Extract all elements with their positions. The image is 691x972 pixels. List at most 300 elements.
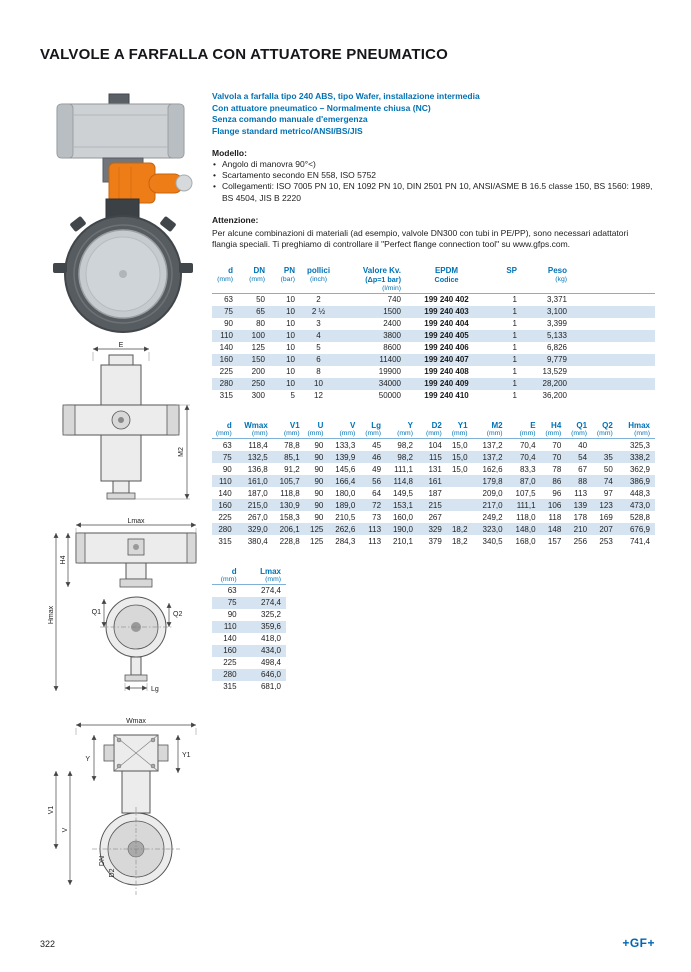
table-cell: 10 — [314, 379, 323, 389]
table-cell: 100 — [251, 331, 265, 341]
table-row — [212, 621, 286, 633]
table-cell — [572, 330, 655, 342]
table-cell: 106 — [547, 500, 562, 510]
table-row — [212, 499, 655, 511]
illustration-column — [40, 91, 206, 915]
column-header: D2 — [431, 421, 442, 431]
table-cell: 315 — [218, 536, 232, 546]
drawing-top-view — [46, 715, 201, 907]
column-unit: (mm) — [447, 430, 473, 439]
table-cell: 85,1 — [284, 452, 300, 462]
table-cell: 3,100 — [546, 307, 567, 317]
table-cell: 70 — [552, 440, 562, 450]
column-unit: (mm) — [242, 576, 286, 585]
table-cell: 10 — [286, 379, 295, 389]
table-cell: 1 — [512, 331, 517, 341]
attenzione-section — [212, 214, 655, 250]
table-cell: 199 240 402 — [424, 295, 469, 305]
table-cell: 35 — [603, 452, 613, 462]
table-row — [212, 330, 655, 342]
table-cell: 215,0 — [247, 500, 268, 510]
column-header: d — [231, 566, 237, 576]
table-cell: 11400 — [379, 355, 401, 365]
table-cell: 267,0 — [247, 512, 268, 522]
column-unit: (mm) — [386, 430, 418, 439]
table-cell: 111,1 — [516, 500, 536, 510]
column-header: Lg — [371, 421, 382, 431]
valve-photo — [43, 91, 203, 333]
column-unit2 — [270, 285, 300, 294]
table-cell: 162,6 — [482, 464, 503, 474]
table-cell: 676,9 — [629, 524, 650, 534]
table-row — [212, 451, 655, 463]
intro-line: Flange standard metrico/ANSI/BS/JIS — [212, 125, 363, 136]
table-cell: 217,0 — [482, 500, 503, 510]
table-cell — [447, 475, 473, 487]
dimensions-table — [212, 420, 655, 548]
column-unit: (mm) — [508, 430, 541, 439]
column-unit2 — [522, 285, 572, 294]
table-cell: 34000 — [378, 379, 401, 389]
table-cell: 118,8 — [280, 488, 300, 498]
table-cell: 118,4 — [248, 440, 268, 450]
dimension-label: Y1 — [181, 752, 191, 759]
table-cell: 323,0 — [482, 524, 503, 534]
table-cell: 160,0 — [392, 512, 413, 522]
table-cell: 90 — [314, 500, 324, 510]
table-cell: 256 — [573, 536, 588, 546]
table-cell: 1 — [512, 319, 517, 329]
column-unit: (inch) — [310, 275, 327, 283]
table-cell: 160 — [223, 646, 237, 656]
intro-block — [212, 91, 655, 137]
dimension-label: Hmax — [47, 605, 55, 625]
column-unit: (mm) — [360, 430, 386, 439]
table-cell: 148,0 — [515, 524, 536, 534]
table-cell: 329,0 — [247, 524, 268, 534]
table-cell: 210,1 — [392, 536, 413, 546]
column-unit: (mm) — [273, 430, 305, 439]
table-cell: 111,1 — [394, 464, 413, 474]
column-unit: (mm) — [305, 430, 329, 439]
table-cell: 315 — [223, 682, 237, 692]
modello-section — [212, 147, 655, 204]
table-cell — [572, 306, 655, 318]
table-cell: 105,7 — [279, 476, 300, 486]
table-cell: 118 — [548, 512, 562, 522]
column-unit2 — [238, 285, 270, 294]
table-cell: 2 — [316, 295, 321, 305]
table-cell: 160 — [219, 355, 233, 365]
table-cell: 168,0 — [515, 536, 536, 546]
dimension-label: Q2 — [172, 611, 182, 618]
table-cell: 434,0 — [260, 646, 281, 656]
table-row — [212, 511, 655, 523]
table-cell: 91,2 — [284, 464, 300, 474]
table-cell: 50 — [256, 295, 265, 305]
column-header: d — [226, 421, 232, 431]
table-cell: 113 — [368, 524, 382, 534]
table-cell: 187,0 — [247, 488, 268, 498]
table-cell: 64 — [372, 488, 382, 498]
table-row — [212, 342, 655, 354]
table-cell: 199 240 406 — [424, 343, 469, 353]
table-row — [212, 318, 655, 330]
column-unit: (mm) — [473, 430, 508, 439]
dimension-label: Wmax — [125, 718, 146, 725]
column-header: Y — [407, 421, 413, 431]
table-cell: 280 — [218, 524, 232, 534]
table-cell: 3 — [316, 319, 321, 329]
table-cell: 87,0 — [519, 476, 536, 486]
table-cell: 228,8 — [279, 536, 300, 546]
modello-item: • Scartamento secondo EN 558, ISO 5752 — [212, 170, 655, 181]
table-cell: 75 — [222, 452, 232, 462]
table-cell: 139,9 — [335, 452, 356, 462]
dimension-label: DN — [98, 855, 106, 867]
table-cell: 178 — [573, 512, 588, 522]
table-cell: 325,3 — [629, 440, 650, 450]
table-cell: 107,5 — [515, 488, 536, 498]
table-cell: 180,0 — [335, 488, 356, 498]
dimension-label: H4 — [59, 555, 67, 565]
table-cell: 123 — [599, 500, 613, 510]
table-cell: 78 — [552, 464, 562, 474]
table-row — [212, 487, 655, 499]
table-cell: 2400 — [383, 319, 401, 329]
table-cell: 206,1 — [279, 524, 300, 534]
table-cell — [592, 439, 618, 452]
table-row — [212, 439, 655, 452]
table-cell — [572, 378, 655, 390]
table-cell: 45 — [372, 440, 382, 450]
table-row — [212, 633, 286, 645]
table-row — [212, 535, 655, 547]
table-cell: 10 — [286, 331, 295, 341]
table-cell: 187 — [428, 488, 442, 498]
table-cell: 1500 — [383, 307, 401, 317]
table-cell: 209,0 — [482, 488, 503, 498]
table-cell: 8 — [316, 367, 321, 377]
table-cell: 418,0 — [260, 634, 281, 644]
table-cell: 274,4 — [260, 598, 281, 608]
column-header: V1 — [289, 421, 300, 431]
table-cell: 118,0 — [516, 512, 536, 522]
column-header: SP — [506, 265, 517, 275]
column-unit — [572, 275, 655, 285]
table-row — [212, 645, 286, 657]
table-cell: 133,3 — [335, 440, 356, 450]
table-cell: 90 — [222, 464, 232, 474]
column-unit — [492, 275, 522, 285]
intro-line: Con attuatore pneumatico – Normalmente chiusa (NC) — [212, 102, 431, 113]
table-row — [212, 475, 655, 487]
table-cell: 249,2 — [482, 512, 503, 522]
table-cell: 136,8 — [247, 464, 268, 474]
table-row — [212, 657, 286, 669]
table-cell: 199 240 404 — [424, 319, 469, 329]
table-cell: 190,0 — [392, 524, 413, 534]
table-cell: 110 — [223, 622, 237, 632]
table-cell — [572, 293, 655, 306]
table-row — [212, 463, 655, 475]
table-cell: 10 — [286, 367, 295, 377]
column-header: Lmax — [260, 566, 281, 576]
table-cell: 448,3 — [629, 488, 650, 498]
column-header: d — [228, 265, 233, 275]
table-cell: 473,0 — [629, 500, 650, 510]
column-unit: (bar) — [280, 275, 295, 283]
table-cell: 1 — [512, 295, 517, 305]
table-cell: 110 — [218, 476, 232, 486]
table-cell — [447, 487, 473, 499]
dimension-label: M2 — [178, 447, 185, 457]
table-cell: 36,200 — [542, 391, 567, 401]
column-header: pollici — [306, 265, 331, 275]
table-cell: 63 — [227, 586, 237, 596]
column-header: E — [530, 421, 536, 431]
table-cell: 1 — [512, 343, 517, 353]
table-cell: 207 — [599, 524, 613, 534]
table-cell: 86 — [552, 476, 562, 486]
table-cell: 113 — [574, 488, 588, 498]
column-header: Q2 — [602, 421, 613, 431]
table-cell: 72 — [372, 500, 382, 510]
table-cell: 4 — [316, 331, 321, 341]
table-cell: 15,0 — [451, 440, 468, 450]
column-unit: (mm) — [237, 430, 273, 439]
table-cell: 125 — [310, 524, 324, 534]
table-cell: 1 — [512, 379, 517, 389]
column-header: H4 — [551, 421, 562, 431]
table-row — [212, 378, 655, 390]
table-cell: 210,5 — [335, 512, 356, 522]
table-row — [212, 609, 286, 621]
table-cell: 145,6 — [335, 464, 356, 474]
dimension-label: V1 — [47, 805, 55, 815]
table-cell: 50000 — [378, 391, 401, 401]
column-unit: (mm) — [541, 430, 567, 439]
table-cell: 50 — [603, 464, 613, 474]
modello-item: • Angolo di manovra 90°<) — [212, 159, 655, 170]
table-cell: 153,1 — [392, 500, 413, 510]
table-cell: 80 — [256, 319, 265, 329]
column-unit2 — [492, 285, 522, 294]
table-cell: 274,4 — [260, 586, 281, 596]
table-cell: 262,6 — [335, 524, 356, 534]
intro-line: Senza comando manuale d'emergenza — [212, 114, 368, 124]
table-cell: 56 — [372, 476, 382, 486]
page-number: 322 — [40, 939, 56, 949]
table-cell: 315 — [219, 391, 233, 401]
table-cell: 125 — [251, 343, 265, 353]
table-cell: 15,0 — [451, 452, 468, 462]
table-cell: 148 — [547, 524, 562, 534]
table-cell — [572, 354, 655, 366]
table-cell — [447, 499, 473, 511]
table-cell: 8600 — [383, 343, 401, 353]
table-cell: 225 — [223, 658, 237, 668]
column-unit2 — [406, 285, 492, 294]
modello-label: Modello: — [212, 148, 247, 158]
column-unit2 — [212, 285, 238, 294]
table-cell: 225 — [218, 512, 232, 522]
column-unit: (Δp=1 bar) — [365, 274, 401, 284]
table-cell: 179,8 — [482, 476, 503, 486]
column-header: Y1 — [457, 421, 468, 431]
table-cell: 49 — [372, 464, 382, 474]
column-unit: (mm) — [212, 576, 242, 585]
table-cell: 284,3 — [335, 536, 356, 546]
table-cell: 12 — [314, 391, 323, 401]
table-cell: 1 — [512, 307, 517, 317]
table-cell: 98,2 — [397, 440, 413, 450]
drawing-side-view — [53, 339, 193, 507]
table-cell: 362,9 — [629, 464, 650, 474]
dimension-label: Lg — [150, 686, 159, 693]
table-cell: 13,529 — [542, 367, 567, 377]
table-cell: 1 — [512, 391, 517, 401]
table-cell: 1 — [512, 367, 517, 377]
table-cell: 70,4 — [519, 452, 536, 462]
table-cell: 10 — [286, 355, 295, 365]
table-cell: 10 — [286, 319, 295, 329]
table-cell: 90 — [314, 512, 324, 522]
table-cell: 125 — [310, 536, 324, 546]
table-cell: 3800 — [383, 331, 401, 341]
table-cell: 70,4 — [519, 440, 536, 450]
table-cell: 15,0 — [451, 464, 468, 474]
table-row — [212, 584, 286, 597]
valve-photo-illustration — [43, 91, 203, 333]
table-cell: 210 — [573, 524, 588, 534]
table-cell: 166,4 — [335, 476, 356, 486]
table-cell: 158,3 — [279, 512, 300, 522]
table-cell: 150 — [251, 355, 265, 365]
table-cell: 65 — [256, 307, 265, 317]
table-cell: 110 — [220, 331, 233, 341]
table-cell: 6,826 — [546, 343, 567, 353]
column-header: DN — [253, 265, 265, 275]
table-cell — [572, 318, 655, 330]
dimension-label: Q1 — [91, 609, 101, 616]
table-cell: 280 — [219, 379, 233, 389]
table-cell: 1 — [512, 355, 517, 365]
table-cell: 28,200 — [542, 379, 567, 389]
column-unit2 — [300, 285, 342, 294]
attenzione-text: Per alcune combinazioni di materiali (ad esempio, valvole DN300 con tubi in PE/PP), sono necessari adattatori flangia speciali. Ti preghiamo di controllare il "Perfect flange connection tool" su www.gfps.com. — [212, 227, 629, 250]
table-cell: 137,2 — [482, 452, 503, 462]
table-cell — [572, 390, 655, 402]
table-cell: 90 — [314, 440, 324, 450]
page-title: VALVOLE A FARFALLA CON ATTUATORE PNEUMATICO — [40, 46, 449, 63]
table-cell: 97 — [603, 488, 613, 498]
table-cell: 6 — [316, 355, 321, 365]
column-unit: (mm) — [328, 430, 360, 439]
table-cell: 132,5 — [247, 452, 268, 462]
table-cell: 225 — [219, 367, 233, 377]
column-header: Hmax — [628, 421, 650, 431]
table-cell: 54 — [578, 452, 588, 462]
table-cell: 67 — [578, 464, 588, 474]
table-cell: 325,2 — [260, 610, 281, 620]
table-cell: 5,133 — [546, 331, 567, 341]
table-cell: 19900 — [378, 367, 401, 377]
table-cell: 131 — [428, 464, 442, 474]
dimension-label: V — [61, 827, 69, 833]
column-unit: (mm) — [249, 275, 265, 283]
table-row — [212, 681, 286, 693]
table-cell: 253 — [599, 536, 613, 546]
table-cell: 130,9 — [279, 500, 300, 510]
table-cell: 160 — [218, 500, 232, 510]
table-cell: 96 — [552, 488, 562, 498]
table-row — [212, 293, 655, 306]
table-cell: 90 — [314, 464, 324, 474]
table-cell: 18,2 — [451, 524, 468, 534]
table-cell: 5 — [316, 343, 321, 353]
dimension-label: Lmax — [126, 518, 145, 525]
dimension-label: Y — [84, 756, 90, 763]
table-cell: 3,371 — [546, 295, 567, 305]
column-header: Wmax — [244, 421, 268, 431]
column-unit: (mm) — [618, 430, 655, 439]
table-cell — [447, 511, 473, 523]
table-cell: 161 — [428, 476, 442, 486]
table-cell: 115 — [429, 452, 442, 462]
column-unit: (mm) — [566, 430, 592, 439]
column-header: U — [317, 421, 324, 431]
table-cell: 161,0 — [247, 476, 268, 486]
table-cell: 140 — [223, 634, 237, 644]
table-cell: 78,8 — [284, 440, 300, 450]
modello-item: • Collegamenti: ISO 7005 PN 10, EN 1092 PN 10, DIN 2501 PN 10, ANSI/ASME B 16.5 classe 150, BS 1560: 1989, BS 4504, JIS B 2220 — [212, 181, 655, 203]
table-cell: 340,5 — [482, 536, 503, 546]
column-unit: (kg) — [555, 275, 567, 283]
table-cell: 189,0 — [335, 500, 356, 510]
table-cell: 46 — [372, 452, 382, 462]
table-cell: 88 — [578, 476, 588, 486]
table-cell: 90 — [314, 488, 324, 498]
column-unit: (mm) — [418, 430, 447, 439]
table-cell: 379 — [428, 536, 442, 546]
table-row — [212, 523, 655, 535]
table-cell: 73 — [372, 512, 382, 522]
column-unit: (mm) — [217, 275, 233, 283]
column-header: EPDM — [434, 265, 459, 275]
table-cell: 75 — [224, 307, 233, 317]
table-row — [212, 354, 655, 366]
table-row — [212, 306, 655, 318]
table-cell: 199 240 405 — [424, 331, 469, 341]
column-unit: Codice — [434, 274, 459, 284]
table-cell: 114,8 — [393, 476, 413, 486]
kv-code-table — [212, 264, 655, 402]
table-cell: 10 — [286, 295, 295, 305]
table-cell: 338,2 — [629, 452, 650, 462]
column-header: Q1 — [576, 421, 588, 431]
column-header: PN — [283, 265, 295, 275]
table-cell: 199 240 407 — [424, 355, 469, 365]
drawing-front-view — [46, 515, 201, 707]
table-cell: 386,9 — [629, 476, 650, 486]
gf-logo: +GF+ — [622, 936, 655, 950]
table-cell: 199 240 410 — [424, 391, 469, 401]
table-cell: 199 240 408 — [424, 367, 469, 377]
table-cell: 63 — [222, 440, 232, 450]
table-row — [212, 597, 286, 609]
table-cell: 139 — [573, 500, 588, 510]
